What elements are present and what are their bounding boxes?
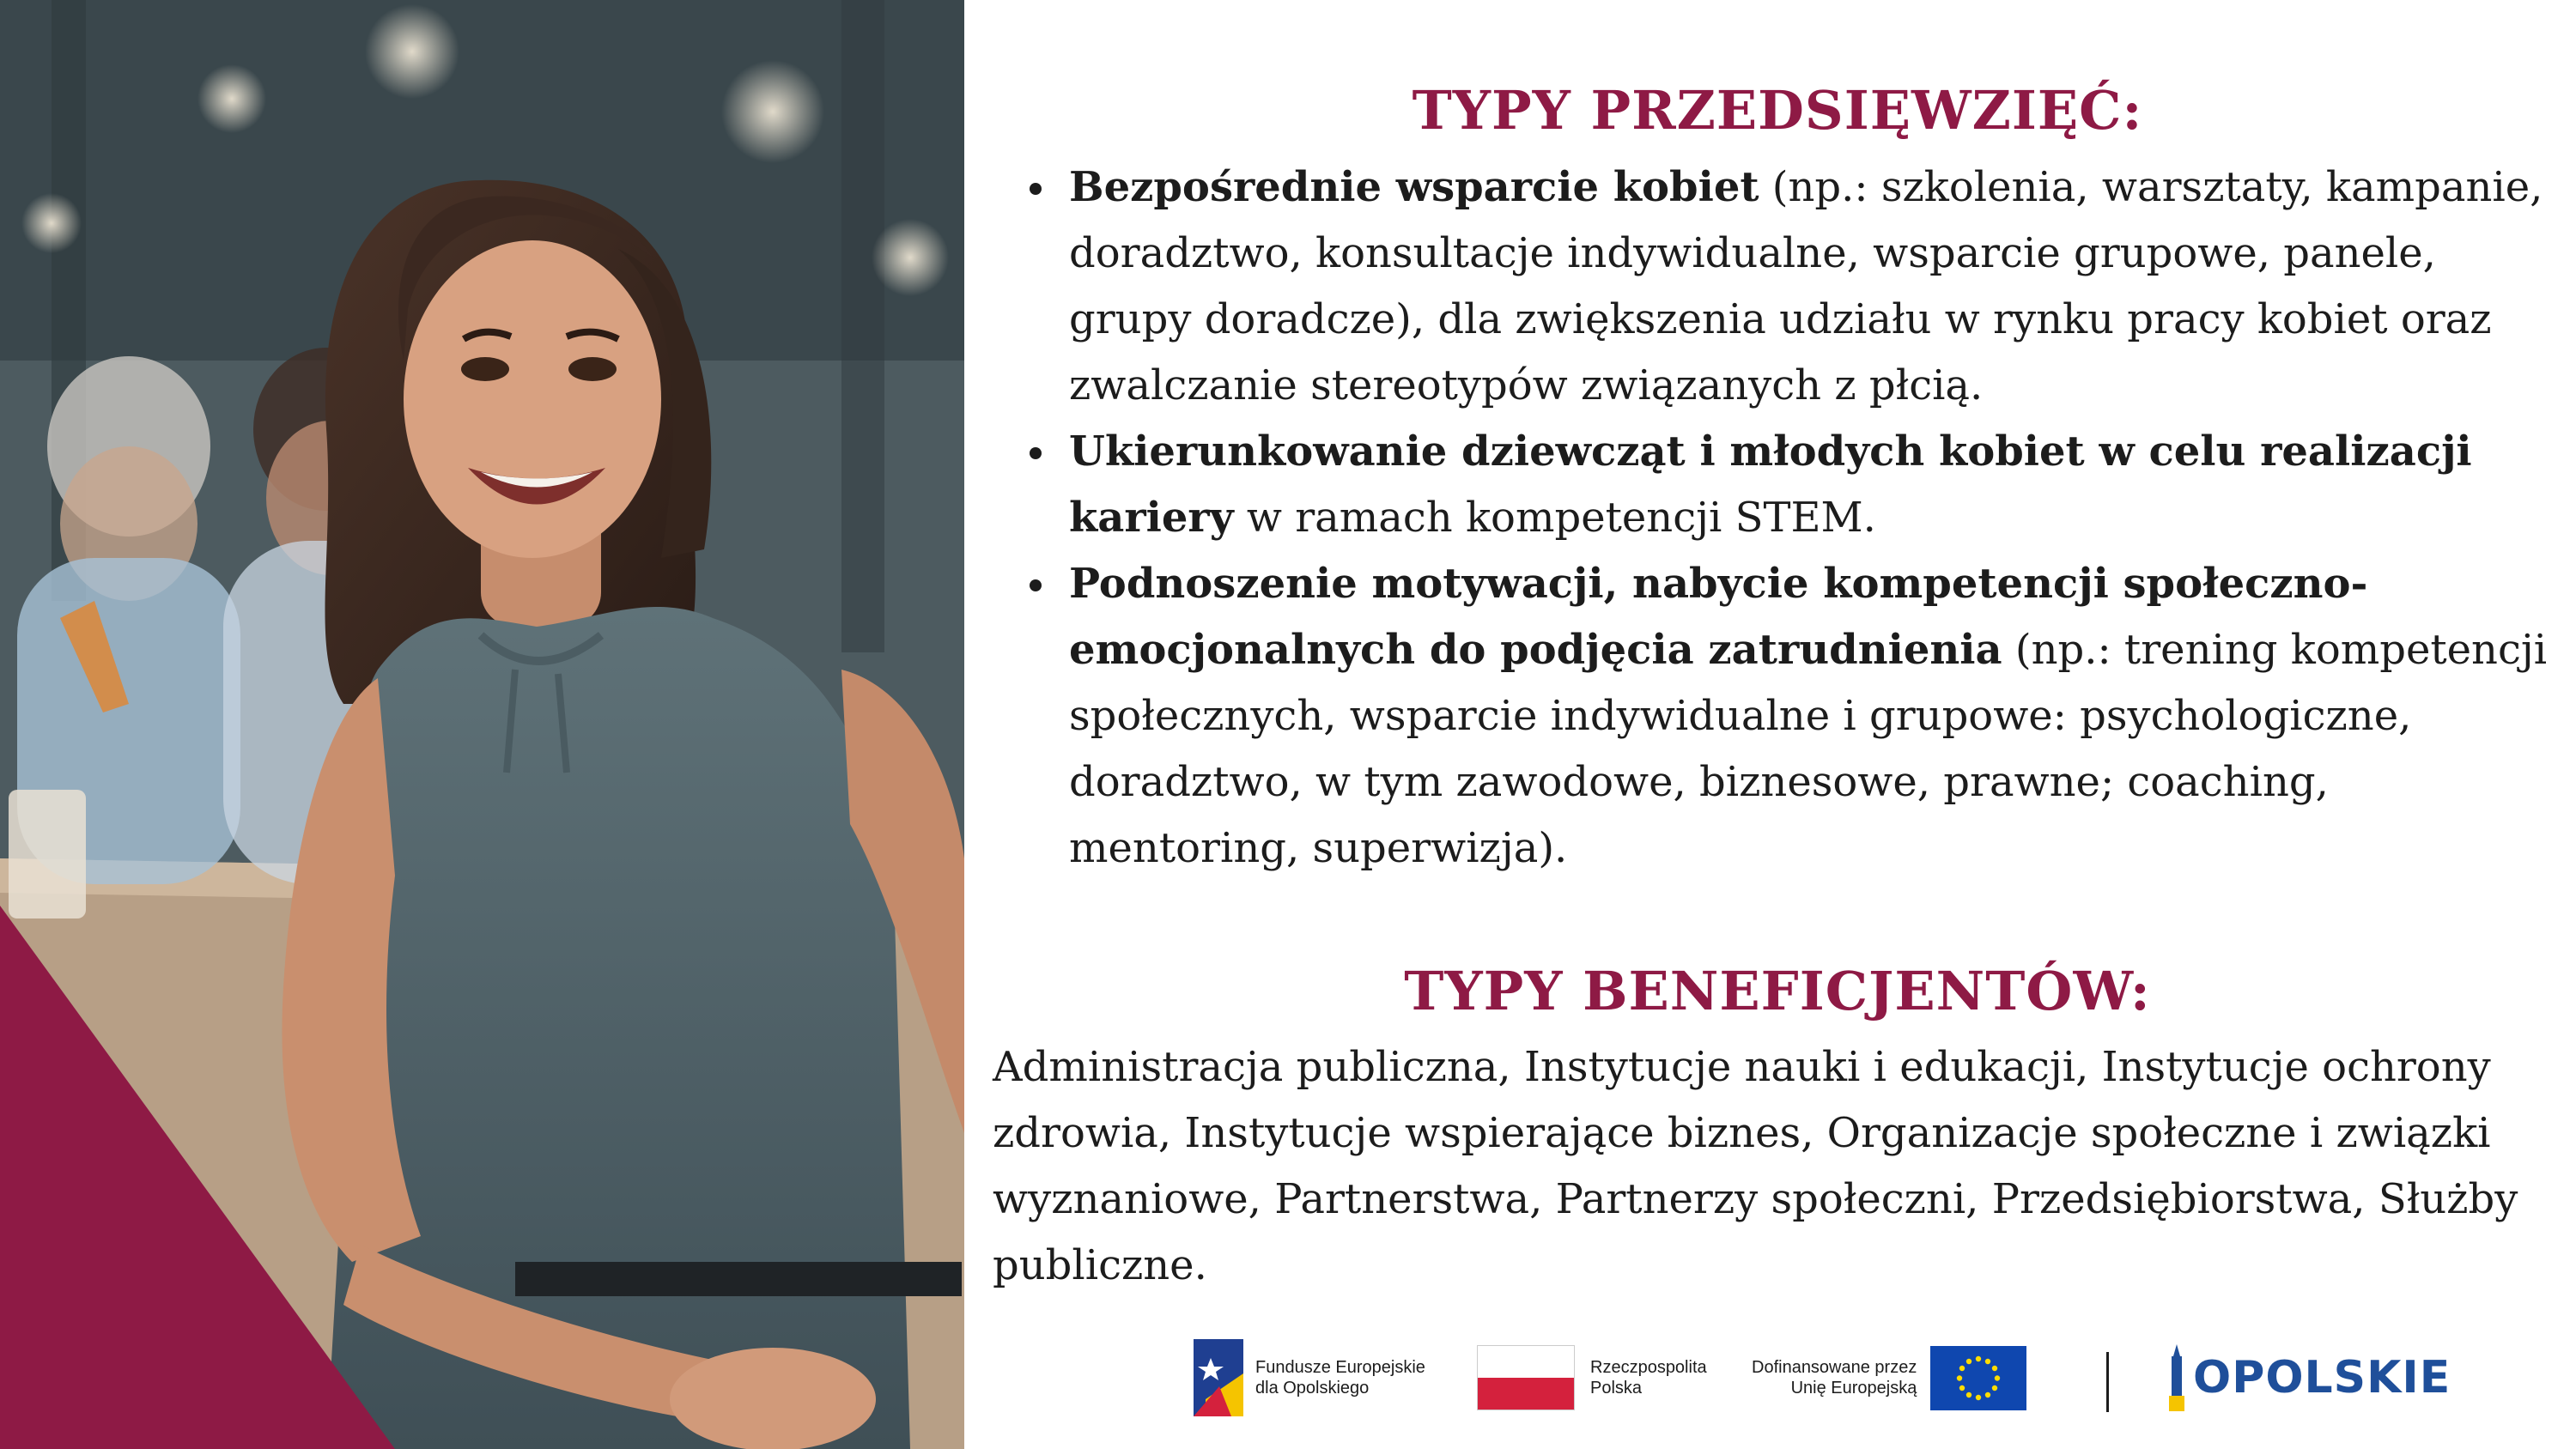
fe-line2: dla Opolskiego (1255, 1379, 1370, 1397)
list-item (1026, 419, 2563, 551)
eu-flag-icon (1930, 1346, 2026, 1410)
list-item-bold: Ukierunkowanie dziewcząt i młodych kobiet w celu realizacji kariery (1069, 427, 2472, 542)
tower-icon (2166, 1344, 2188, 1411)
list-item-text: (np.: trening kompetencji społecznych, wsparcie indywidualne i grupowe: psychologiczne, doradztwo, w tym zawodowe, biznesowe, prawne; coaching, mentoring, superwizja). (1069, 626, 2548, 872)
eu-line2: Unię Europejską (1790, 1379, 1917, 1397)
logo-divider (2106, 1352, 2109, 1412)
list-item-bold: Podnoszenie motywacji, nabycie kompetencji społeczno-emocjonalnych do podjęcia zatrudnienia (1069, 560, 2368, 674)
rzeczpospolita-polska-logo (1477, 1326, 1707, 1429)
list-item (1026, 155, 2563, 419)
polish-flag-icon (1477, 1345, 1575, 1410)
eu-line1: Dofinansowane przez (1752, 1358, 1917, 1377)
eu-cofinancing-logo (1752, 1326, 2026, 1429)
footer-logos (1194, 1326, 2567, 1429)
opolskie-wordmark: OPOLSKIE (2193, 1352, 2451, 1404)
beneficiary-types-heading: TYPY BENEFICJENTÓW: (1404, 960, 2151, 1022)
enterprise-types-heading: TYPY PRZEDSIĘWZIĘĆ: (1412, 79, 2143, 142)
pl-line2: Polska (1590, 1379, 1643, 1397)
fe-star-icon (1194, 1339, 1243, 1416)
fundusze-europejskie-logo (1194, 1326, 1425, 1429)
pl-line1: Rzeczpospolita (1590, 1358, 1707, 1377)
opolskie-logo (2166, 1326, 2451, 1429)
hero-photo (0, 0, 964, 1449)
content-panel (987, 0, 2550, 1449)
enterprise-types-list (1026, 155, 2563, 882)
list-item-bold: Bezpośrednie wsparcie kobiet (1069, 163, 1759, 211)
fe-line1: Fundusze Europejskie (1255, 1358, 1425, 1377)
beneficiary-types-text: Administracja publiczna, Instytucje nauki i edukacji, Instytucje ochrony zdrowia, Instytucje wspierające biznes, Organizacje społeczne i związki wyznaniowe, Partnerstwa, Partnerzy społeczni, Przedsiębiorstwa, Służby publiczne. (993, 1043, 2518, 1289)
list-item-text: (np.: szkolenia, warsztaty, kampanie, doradztwo, konsultacje indywidualne, wsparcie grupowe, panele, grupy doradcze), dla zwiększenia udziału w rynku pracy kobiet oraz zwalczanie stereotypów związanych z płcią. (1069, 163, 2543, 409)
smiling-woman-illustration (0, 0, 964, 1449)
list-item (1026, 551, 2563, 882)
list-item-text: w ramach kompetencji STEM. (1233, 494, 1876, 542)
